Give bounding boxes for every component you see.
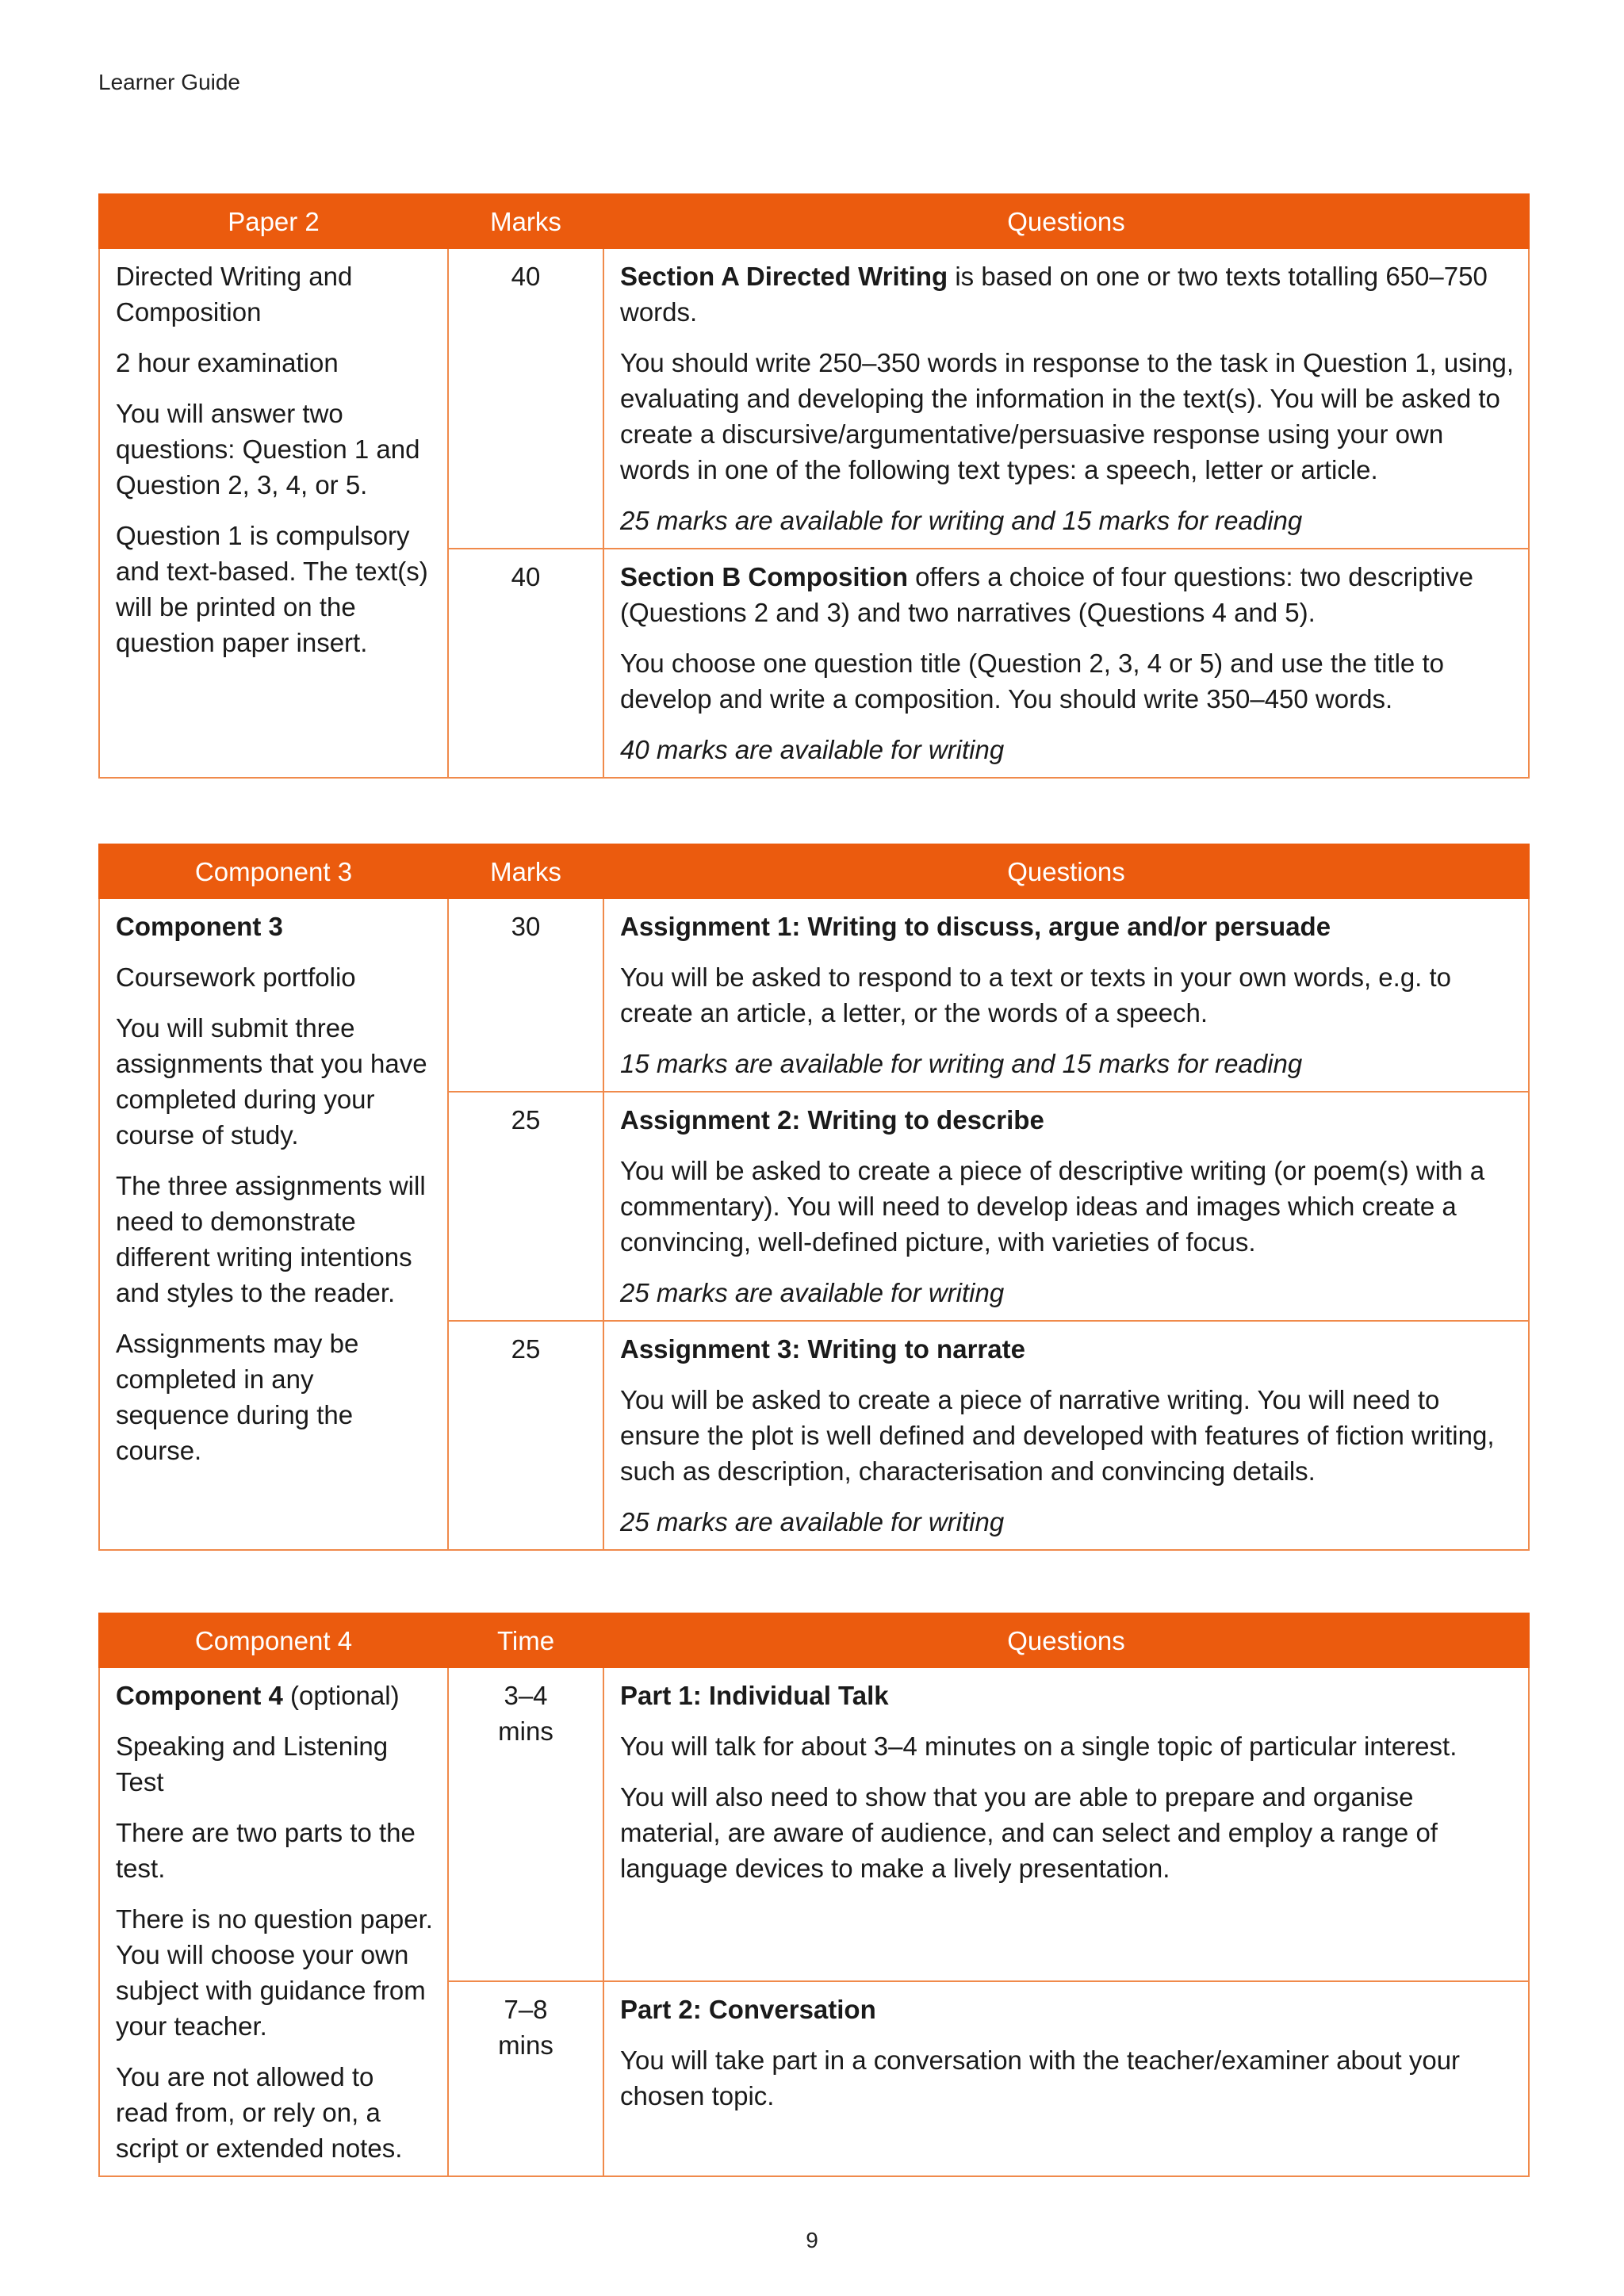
questions-cell: [603, 1092, 1529, 1321]
marks-note: 15 marks are available for writing and 15 marks for reading: [620, 1049, 1303, 1078]
page-number: 9: [806, 2228, 818, 2252]
description-line: 2 hour examination: [116, 348, 339, 377]
time-value: 3–4: [504, 1681, 548, 1710]
paper2-table: [98, 193, 1530, 779]
part-body: You will talk for about 3–4 minutes on a single topic of particular interest.: [620, 1732, 1457, 1761]
assignment-body: You will be asked to create a piece of descriptive writing (or poem(s) with a commentary). You will need to develop ideas and images which create a convincing, well-defined picture, with varieties of focus.: [620, 1156, 1485, 1257]
description-line: You will answer two questions: Question 1 and Question 2, 3, 4, or 5.: [116, 399, 420, 499]
part-title: Part 1: Individual Talk: [620, 1681, 889, 1710]
time-value: 7–8: [504, 1994, 548, 2024]
column-header-marks: Marks: [448, 194, 603, 248]
table-header-row: [99, 844, 1529, 898]
assignment-title: Assignment 3: Writing to narrate: [620, 1334, 1025, 1364]
table-header-row: [99, 1613, 1529, 1667]
section-intro-text: offers a choice of four questions: two descriptive (Questions 2 and 3) and two narratives (Questions 4 and 5).: [620, 562, 1473, 627]
description-line: There is no question paper. You will choose your own subject with guidance from your teacher.: [116, 1904, 433, 2041]
questions-cell: [603, 248, 1529, 549]
assignment-body: You will be asked to create a piece of narrative writing. You will need to ensure the plot is well defined and developed with features of fiction writing, such as description, characterisation and convincing details.: [620, 1385, 1495, 1486]
column-header-questions: Questions: [603, 844, 1529, 898]
marks-cell: 30: [448, 898, 603, 1092]
section-title: Section B Composition: [620, 562, 908, 591]
column-header-time: Time: [448, 1613, 603, 1667]
paper-description-cell: [99, 248, 448, 778]
questions-cell: [603, 898, 1529, 1092]
assignment-title: Assignment 1: Writing to discuss, argue and/or persuade: [620, 912, 1331, 941]
time-unit: mins: [498, 2030, 553, 2060]
marks-cell: 40: [448, 248, 603, 549]
component-title: Component 4: [116, 1681, 283, 1710]
section-intro: [620, 559, 1514, 630]
description-line: Coursework portfolio: [116, 962, 356, 992]
description-line: Speaking and Listening Test: [116, 1732, 389, 1797]
time-cell: [448, 1981, 603, 2176]
description-line: The three assignments will need to demonstrate different writing intentions and styles to the reader.: [116, 1171, 426, 1307]
description-line: Assignments may be completed in any sequence during the course.: [116, 1329, 359, 1465]
description-line: Question 1 is compulsory and text-based. The text(s) will be printed on the question paper insert.: [116, 521, 428, 657]
section-title: Section A Directed Writing: [620, 262, 948, 291]
description-line: You will submit three assignments that you have completed during your course of study.: [116, 1013, 427, 1150]
marks-note: 25 marks are available for writing and 15 marks for reading: [620, 506, 1303, 535]
table-row: [99, 1667, 1529, 1981]
table-row: [99, 248, 1529, 549]
running-header: Learner Guide: [98, 70, 241, 94]
component3-table: [98, 844, 1530, 1551]
description-line: You are not allowed to read from, or rely on, a script or extended notes.: [116, 2062, 403, 2163]
table-row: [99, 898, 1529, 1092]
assignment-body: You will be asked to respond to a text or texts in your own words, e.g. to create an article, a letter, or the words of a speech.: [620, 962, 1452, 1027]
description-line: Directed Writing and Composition: [116, 262, 353, 327]
column-header-marks: Marks: [448, 844, 603, 898]
part-title: Part 2: Conversation: [620, 1994, 876, 2024]
section-intro-text: is based on one or two texts totalling 650–750 words.: [620, 262, 1488, 327]
questions-cell: [603, 1667, 1529, 1981]
questions-cell: [603, 549, 1529, 778]
marks-cell: 25: [448, 1321, 603, 1550]
part-body: You will also need to show that you are able to prepare and organise material, are aware of audience, and can select and employ a range of language devices to make a lively presentation.: [620, 1782, 1438, 1883]
table-header-row: [99, 194, 1529, 248]
marks-note: 40 marks are available for writing: [620, 735, 1005, 764]
marks-cell: 40: [448, 549, 603, 778]
marks-note: 25 marks are available for writing: [620, 1278, 1005, 1307]
time-cell: [448, 1667, 603, 1981]
section-body: You should write 250–350 words in response to the task in Question 1, using, evaluating and developing the information in the text(s). You will be asked to create a discursive/argumentative/persuasive response using your own words in one of the following text types: a speech, letter or article.: [620, 348, 1514, 484]
questions-cell: [603, 1321, 1529, 1550]
column-header-component: Component 4: [99, 1613, 448, 1667]
part-body: You will take part in a conversation with the teacher/examiner about your chosen topic.: [620, 2045, 1461, 2110]
column-header-component: Component 3: [99, 844, 448, 898]
column-header-questions: Questions: [603, 1613, 1529, 1667]
marks-note: 25 marks are available for writing: [620, 1507, 1005, 1536]
column-header-paper: Paper 2: [99, 194, 448, 248]
component-title: Component 3: [116, 912, 283, 941]
component4-table: [98, 1613, 1530, 2177]
marks-cell: 25: [448, 1092, 603, 1321]
component-description-cell: [99, 898, 448, 1550]
component-title-line: [116, 1678, 433, 1713]
component-description-cell: [99, 1667, 448, 2176]
assignment-title: Assignment 2: Writing to describe: [620, 1105, 1044, 1135]
section-intro: [620, 258, 1514, 330]
section-body: You choose one question title (Question 2, 3, 4 or 5) and use the title to develop and write a composition. You should write 350–450 words.: [620, 649, 1444, 714]
description-line: There are two parts to the test.: [116, 1818, 416, 1883]
column-header-questions: Questions: [603, 194, 1529, 248]
time-unit: mins: [498, 1716, 553, 1746]
component-title-suffix: (optional): [282, 1681, 400, 1710]
questions-cell: [603, 1981, 1529, 2176]
